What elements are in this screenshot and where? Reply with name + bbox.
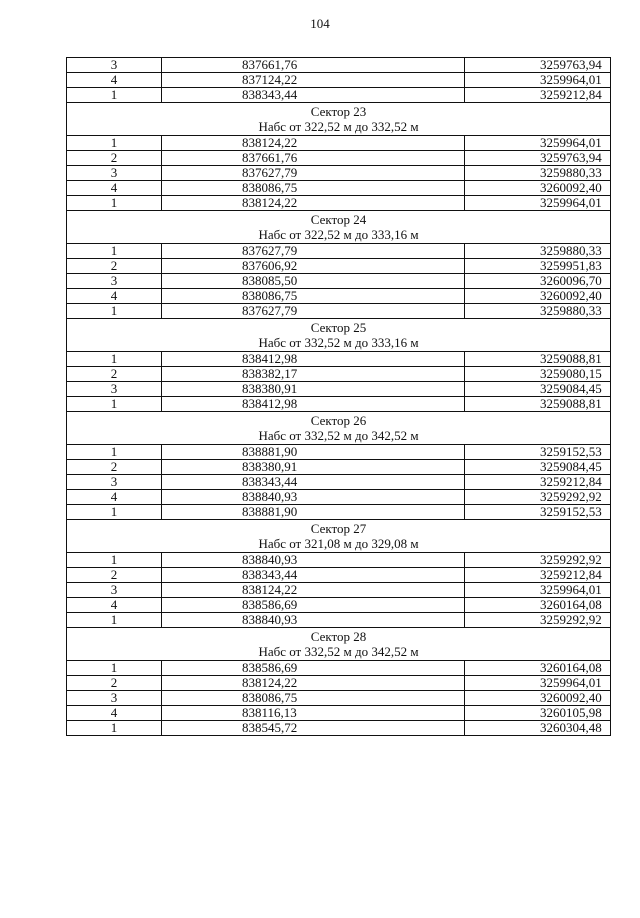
x-coordinate-cell: 838343,44: [162, 475, 465, 490]
x-coordinate-cell: 838881,90: [162, 445, 465, 460]
y-coordinate-cell: 3259880,33: [465, 244, 611, 259]
x-coordinate-cell: 838840,93: [162, 613, 465, 628]
table-row: [67, 88, 611, 103]
y-coordinate-cell: 3259152,53: [465, 445, 611, 460]
table-row: [67, 676, 611, 691]
y-coordinate-cell: 3260092,40: [465, 181, 611, 196]
table-row: [67, 706, 611, 721]
point-number-cell: 1: [67, 661, 162, 676]
x-coordinate-cell: 838343,44: [162, 568, 465, 583]
table-row: [67, 721, 611, 736]
x-coordinate-cell: 837661,76: [162, 58, 465, 73]
point-number-cell: 2: [67, 568, 162, 583]
table-row: [67, 259, 611, 274]
point-number-cell: 3: [67, 475, 162, 490]
sector-height-range: Набс от 322,52 м до 333,16 м: [258, 227, 419, 242]
x-coordinate-cell: 838124,22: [162, 196, 465, 211]
y-coordinate-cell: 3260092,40: [465, 289, 611, 304]
point-number-cell: 1: [67, 553, 162, 568]
y-coordinate-cell: 3259880,33: [465, 166, 611, 181]
point-number-cell: 2: [67, 259, 162, 274]
y-coordinate-cell: 3259964,01: [465, 136, 611, 151]
x-coordinate-cell: 837124,22: [162, 73, 465, 88]
point-number-cell: 2: [67, 460, 162, 475]
point-number-cell: 4: [67, 289, 162, 304]
table-row: [67, 397, 611, 412]
point-number-cell: 3: [67, 58, 162, 73]
sector-header-cell: [67, 319, 611, 352]
point-number-cell: 3: [67, 166, 162, 181]
point-number-cell: 3: [67, 274, 162, 289]
sector-height-range: Набс от 332,52 м до 342,52 м: [258, 644, 419, 659]
sector-height-range: Набс от 332,52 м до 333,16 м: [258, 335, 419, 350]
x-coordinate-cell: 837661,76: [162, 151, 465, 166]
sector-height-range: Набс от 321,08 м до 329,08 м: [258, 536, 419, 551]
x-coordinate-cell: 838086,75: [162, 181, 465, 196]
table-row: [67, 289, 611, 304]
sector-height-range: Набс от 332,52 м до 342,52 м: [258, 428, 419, 443]
x-coordinate-cell: 838380,91: [162, 460, 465, 475]
table-row: [67, 613, 611, 628]
y-coordinate-cell: 3259964,01: [465, 73, 611, 88]
table-row: [67, 58, 611, 73]
table-row: [67, 460, 611, 475]
sector-header-row: [67, 103, 611, 136]
y-coordinate-cell: 3259951,83: [465, 259, 611, 274]
table-row: [67, 274, 611, 289]
point-number-cell: 4: [67, 706, 162, 721]
table-row: [67, 553, 611, 568]
sector-header-cell: [67, 628, 611, 661]
sector-header-cell: [67, 520, 611, 553]
table-row: [67, 445, 611, 460]
page-number: 104: [310, 16, 330, 31]
sector-header-row: [67, 412, 611, 445]
x-coordinate-cell: 838085,50: [162, 274, 465, 289]
y-coordinate-cell: 3259763,94: [465, 58, 611, 73]
sector-header-row: [67, 628, 611, 661]
table-row: [67, 352, 611, 367]
sector-title: Сектор 25: [310, 320, 367, 335]
coordinates-table: [66, 57, 611, 736]
table-row: [67, 661, 611, 676]
y-coordinate-cell: 3259292,92: [465, 490, 611, 505]
table-row: [67, 691, 611, 706]
point-number-cell: 4: [67, 181, 162, 196]
y-coordinate-cell: 3260164,08: [465, 661, 611, 676]
x-coordinate-cell: 838343,44: [162, 88, 465, 103]
y-coordinate-cell: 3259964,01: [465, 676, 611, 691]
y-coordinate-cell: 3260164,08: [465, 598, 611, 613]
table-row: [67, 583, 611, 598]
point-number-cell: 3: [67, 583, 162, 598]
table-row: [67, 367, 611, 382]
coordinates-table-body: [67, 58, 611, 736]
point-number-cell: 1: [67, 136, 162, 151]
table-row: [67, 136, 611, 151]
sector-title: Сектор 24: [310, 212, 367, 227]
table-row: [67, 196, 611, 211]
point-number-cell: 1: [67, 88, 162, 103]
sector-header-row: [67, 520, 611, 553]
y-coordinate-cell: 3260092,40: [465, 691, 611, 706]
sector-header-cell: [67, 211, 611, 244]
x-coordinate-cell: 838086,75: [162, 289, 465, 304]
y-coordinate-cell: 3259964,01: [465, 583, 611, 598]
table-row: [67, 505, 611, 520]
x-coordinate-cell: 838840,93: [162, 490, 465, 505]
table-row: [67, 598, 611, 613]
y-coordinate-cell: 3259292,92: [465, 553, 611, 568]
point-number-cell: 1: [67, 244, 162, 259]
sector-title: Сектор 27: [310, 521, 367, 536]
table-row: [67, 304, 611, 319]
sector-header-cell: [67, 412, 611, 445]
x-coordinate-cell: 838881,90: [162, 505, 465, 520]
x-coordinate-cell: 838380,91: [162, 382, 465, 397]
point-number-cell: 3: [67, 691, 162, 706]
sector-height-range: Набс от 322,52 м до 332,52 м: [258, 119, 419, 134]
y-coordinate-cell: 3259152,53: [465, 505, 611, 520]
y-coordinate-cell: 3259084,45: [465, 460, 611, 475]
x-coordinate-cell: 838124,22: [162, 676, 465, 691]
x-coordinate-cell: 838545,72: [162, 721, 465, 736]
y-coordinate-cell: 3259212,84: [465, 88, 611, 103]
table-row: [67, 382, 611, 397]
y-coordinate-cell: 3259088,81: [465, 397, 611, 412]
sector-title: Сектор 26: [310, 413, 367, 428]
point-number-cell: 2: [67, 367, 162, 382]
x-coordinate-cell: 838586,69: [162, 661, 465, 676]
y-coordinate-cell: 3259212,84: [465, 568, 611, 583]
x-coordinate-cell: 838412,98: [162, 397, 465, 412]
sector-header-cell: [67, 103, 611, 136]
sector-title: Сектор 28: [310, 629, 367, 644]
point-number-cell: 1: [67, 613, 162, 628]
x-coordinate-cell: 838840,93: [162, 553, 465, 568]
table-row: [67, 151, 611, 166]
point-number-cell: 1: [67, 721, 162, 736]
point-number-cell: 3: [67, 382, 162, 397]
x-coordinate-cell: 837606,92: [162, 259, 465, 274]
sector-header-row: [67, 211, 611, 244]
point-number-cell: 2: [67, 151, 162, 166]
point-number-cell: 4: [67, 598, 162, 613]
x-coordinate-cell: 838124,22: [162, 583, 465, 598]
table-row: [67, 73, 611, 88]
x-coordinate-cell: 837627,79: [162, 244, 465, 259]
table-row: [67, 490, 611, 505]
table-row: [67, 181, 611, 196]
point-number-cell: 2: [67, 676, 162, 691]
point-number-cell: 4: [67, 490, 162, 505]
table-row: [67, 475, 611, 490]
sector-header-row: [67, 319, 611, 352]
y-coordinate-cell: 3259084,45: [465, 382, 611, 397]
x-coordinate-cell: 838382,17: [162, 367, 465, 382]
y-coordinate-cell: 3260105,98: [465, 706, 611, 721]
y-coordinate-cell: 3260096,70: [465, 274, 611, 289]
point-number-cell: 4: [67, 73, 162, 88]
x-coordinate-cell: 837627,79: [162, 166, 465, 181]
y-coordinate-cell: 3259763,94: [465, 151, 611, 166]
point-number-cell: 1: [67, 397, 162, 412]
x-coordinate-cell: 838412,98: [162, 352, 465, 367]
x-coordinate-cell: 837627,79: [162, 304, 465, 319]
y-coordinate-cell: 3259088,81: [465, 352, 611, 367]
y-coordinate-cell: 3259880,33: [465, 304, 611, 319]
y-coordinate-cell: 3259964,01: [465, 196, 611, 211]
x-coordinate-cell: 838124,22: [162, 136, 465, 151]
table-row: [67, 244, 611, 259]
point-number-cell: 1: [67, 445, 162, 460]
y-coordinate-cell: 3259292,92: [465, 613, 611, 628]
point-number-cell: 1: [67, 304, 162, 319]
x-coordinate-cell: 838116,13: [162, 706, 465, 721]
point-number-cell: 1: [67, 505, 162, 520]
point-number-cell: 1: [67, 196, 162, 211]
y-coordinate-cell: 3259080,15: [465, 367, 611, 382]
point-number-cell: 1: [67, 352, 162, 367]
sector-title: Сектор 23: [310, 104, 367, 119]
y-coordinate-cell: 3260304,48: [465, 721, 611, 736]
y-coordinate-cell: 3259212,84: [465, 475, 611, 490]
table-row: [67, 568, 611, 583]
x-coordinate-cell: 838586,69: [162, 598, 465, 613]
table-row: [67, 166, 611, 181]
x-coordinate-cell: 838086,75: [162, 691, 465, 706]
